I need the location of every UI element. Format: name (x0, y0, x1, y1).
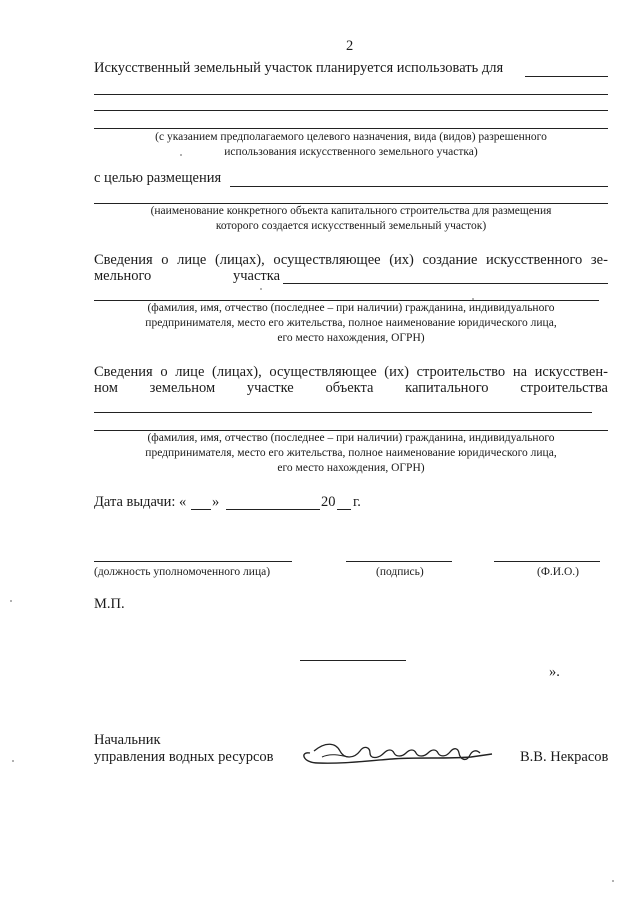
builder-field (94, 412, 592, 413)
intended-use-label: Искусственный земельный участок планируется использовать для (94, 60, 504, 76)
creator-hint-3: его место нахождения, ОГРН) (277, 332, 425, 344)
handwritten-signature (296, 733, 496, 773)
intended-use-hint-1: (с указанием предполагаемого целевого назначения, вида (видов) разрешенного (155, 131, 547, 143)
issue-month-field (226, 509, 320, 510)
placement-purpose-hint-2: которого создается искусственный земельный участок) (215, 220, 487, 232)
scan-speck (12, 760, 14, 762)
signature-field (346, 561, 452, 562)
creator-hint-2: предпринимателя, место его жительства, полное наименование юридического лица, (145, 317, 557, 329)
official-name: В.В. Некрасов (520, 749, 609, 765)
blank-field (300, 660, 406, 661)
scan-speck (10, 600, 12, 602)
issue-date-label: Дата выдачи: « (94, 494, 187, 510)
creator-info-line-2-end: участка (233, 268, 281, 284)
builder-hint-3: его место нахождения, ОГРН) (277, 462, 425, 474)
issue-year-prefix: 20 (321, 494, 336, 510)
intended-use-hint-2: использования искусственного земельного участка) (224, 146, 478, 158)
builder-hint-1: (фамилия, имя, отчество (последнее – при наличии) гражданина, индивидуального (147, 432, 555, 444)
creator-info-line-2-start: мельного (94, 268, 152, 284)
intended-use-field-line-4 (94, 128, 608, 129)
position-field (94, 561, 292, 562)
placement-purpose-hint-1: (наименование конкретного объекта капитального строительства для размещения (150, 205, 552, 217)
builder-hint-2: предпринимателя, место его жительства, полное наименование юридического лица, (145, 447, 557, 459)
placement-purpose-field (230, 186, 608, 187)
scan-speck (472, 298, 474, 300)
scan-speck (612, 880, 614, 882)
scan-speck (180, 154, 182, 156)
scan-speck (260, 288, 262, 290)
issue-day-field (191, 509, 211, 510)
builder-info-line-2: ном земельном участке объекта капитального строительства (94, 380, 608, 396)
intended-use-field-line-3 (94, 110, 608, 111)
builder-info-line-1: Сведения о лице (лицах), осуществляющее (их) строительство на искусствен- (94, 364, 608, 380)
stamp-place-label: М.П. (94, 596, 125, 612)
official-title-line-1: Начальник (94, 732, 161, 748)
issue-date-quote-close: » (212, 494, 220, 510)
placement-purpose-label: с целью размещения (94, 170, 222, 186)
closing-quote: ». (549, 664, 560, 680)
position-caption: (должность уполномоченного лица) (94, 566, 271, 578)
intended-use-field-line-2 (94, 94, 608, 95)
creator-hint-1: (фамилия, имя, отчество (последнее – при наличии) гражданина, индивидуального (147, 302, 555, 314)
issue-year-field (337, 509, 351, 510)
intended-use-field (525, 76, 608, 77)
issue-year-suffix: г. (353, 494, 361, 510)
page-number: 2 (346, 38, 354, 54)
signature-caption: (подпись) (376, 566, 424, 578)
creator-field (283, 283, 608, 284)
creator-info-line-1: Сведения о лице (лицах), осуществляющее (их) создание искусственного зе- (94, 252, 608, 268)
name-caption: (Ф.И.О.) (537, 566, 579, 578)
name-field (494, 561, 600, 562)
official-title-line-2: управления водных ресурсов (94, 749, 274, 765)
